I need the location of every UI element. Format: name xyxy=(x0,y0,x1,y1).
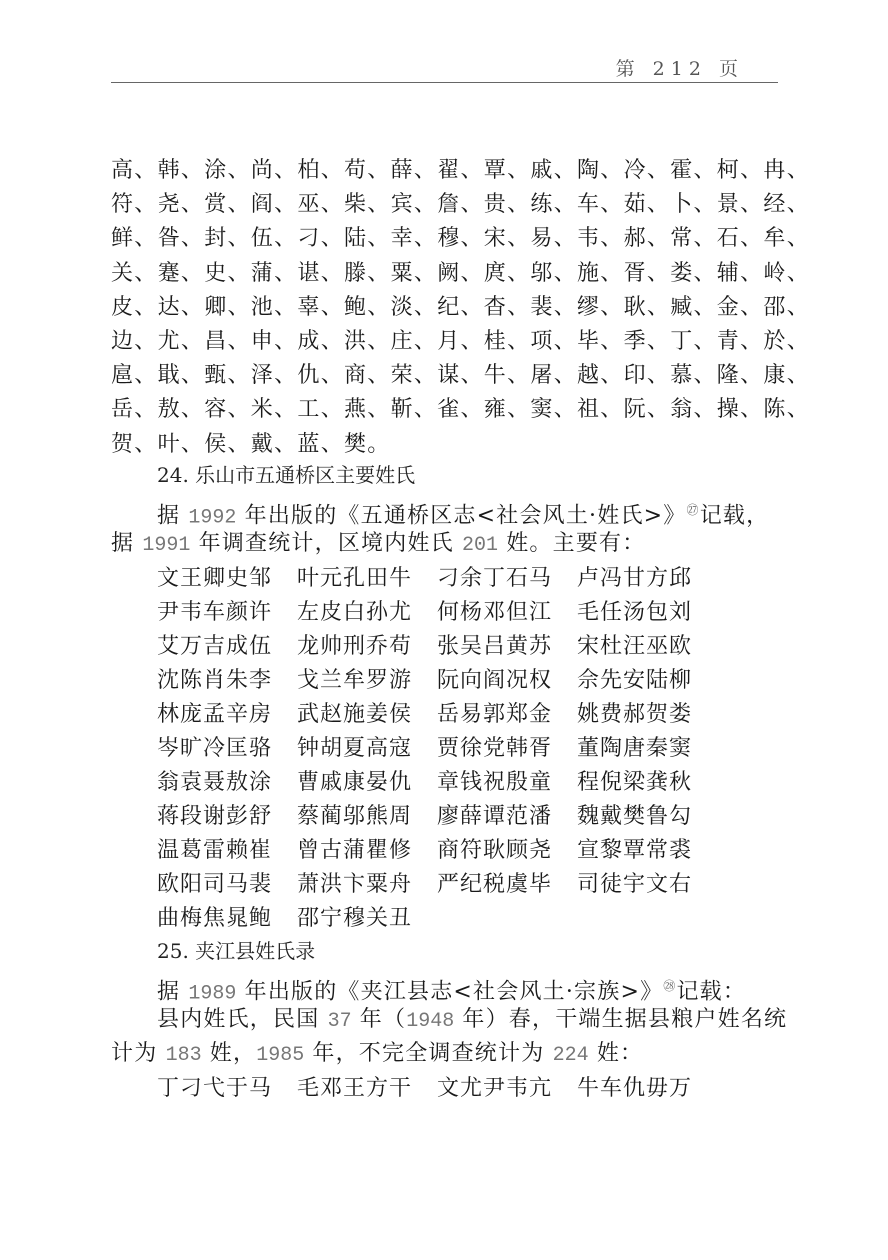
grid-row xyxy=(157,596,778,630)
grid-cell: 毛邓王方干 xyxy=(297,1076,413,1101)
grid-cell: 文王卿史邹 xyxy=(157,566,273,591)
grid-cell: 岳易郭郑金 xyxy=(437,702,553,727)
grid-cell: 戈兰牟罗游 xyxy=(297,668,413,693)
text: 年（ xyxy=(351,1007,407,1032)
text: 据 xyxy=(157,979,189,1005)
grid-row xyxy=(157,834,778,868)
grid-cell: 艾万吉成伍 xyxy=(157,634,273,659)
grid-row xyxy=(157,868,778,902)
section-25-line-3 xyxy=(111,1038,643,1072)
text-line: 扈、戢、甄、泽、仇、商、荣、谋、牛、屠、越、印、慕、隆、康、 xyxy=(111,363,811,389)
surname-paragraph xyxy=(111,154,811,462)
section-25-heading: 25. 夹江县姓氏录 xyxy=(157,939,316,963)
grid-row xyxy=(157,800,778,834)
grid-row xyxy=(157,698,778,732)
text: 记载， xyxy=(699,503,770,529)
grid-cell: 萧洪卞粟舟 xyxy=(297,872,413,897)
count: 224 xyxy=(552,1044,589,1067)
grid-cell: 姚费郝贺娄 xyxy=(577,702,693,727)
grid-cell: 严纪税虞毕 xyxy=(437,872,553,897)
grid-cell: 邵宁穆关丑 xyxy=(297,906,413,931)
text: 年出版的《夹江县志<社会风土·宗族>》 xyxy=(236,979,664,1005)
grid-row xyxy=(157,902,778,936)
grid-cell: 卢冯甘方邱 xyxy=(577,566,693,591)
count: 201 xyxy=(462,534,499,557)
grid-cell: 蒋段谢彭舒 xyxy=(157,804,273,829)
grid-cell: 曾古蒲瞿修 xyxy=(297,838,413,863)
grid-cell: 贾徐党韩胥 xyxy=(437,736,553,761)
text: 计为 xyxy=(111,1041,166,1066)
section-24-surname-grid xyxy=(157,562,778,936)
grid-cell: 龙帅刑乔苟 xyxy=(297,634,413,659)
grid-row xyxy=(157,1072,778,1106)
grid-cell: 蔡蔺邬熊周 xyxy=(297,804,413,829)
text-line: 皮、达、卿、池、辜、鲍、淡、纪、杳、裴、缪、耿、臧、金、邵、 xyxy=(111,294,811,320)
grid-cell: 曹戚康晏仇 xyxy=(297,770,413,795)
grid-cell: 武赵施姜侯 xyxy=(297,702,413,727)
grid-cell: 佘先安陆柳 xyxy=(577,668,693,693)
year: 1991 xyxy=(142,534,191,557)
text: 年，不完全调查统计为 xyxy=(304,1041,553,1066)
grid-cell: 林庞孟辛房 xyxy=(157,702,273,727)
year: 37 xyxy=(327,1010,352,1033)
text: 姓。主要有： xyxy=(498,531,646,556)
grid-cell: 张吴吕黄苏 xyxy=(437,634,553,659)
grid-row xyxy=(157,630,778,664)
grid-cell: 商符耿顾尧 xyxy=(437,838,553,863)
text: 年出版的《五通桥区志<社会风土·姓氏>》 xyxy=(236,503,687,529)
grid-cell: 程倪梁龚秋 xyxy=(577,770,693,795)
footnote-marker: ㉘ xyxy=(663,979,677,993)
section-24-heading: 24. 乐山市五通桥区主要姓氏 xyxy=(157,463,416,487)
text-line: 岳、敖、容、米、工、燕、靳、雀、雍、窦、祖、阮、翁、操、陈、 xyxy=(111,397,811,423)
grid-cell: 章钱祝殷童 xyxy=(437,770,553,795)
grid-cell: 宋杜汪巫欧 xyxy=(577,634,693,659)
text: 据 xyxy=(111,531,143,556)
year: 1989 xyxy=(188,982,237,1006)
grid-cell: 魏戴樊鲁勾 xyxy=(577,804,693,829)
section-25-line-2 xyxy=(157,1004,787,1038)
grid-cell: 文尤尹韦亢 xyxy=(437,1076,553,1101)
text-line: 高、韩、涂、尚、柏、苟、薛、翟、覃、戚、陶、冷、霍、柯、冉、 xyxy=(111,158,811,183)
grid-cell: 刁余丁石马 xyxy=(437,566,553,591)
text-line: 边、尤、昌、申、成、洪、庄、月、桂、项、毕、季、丁、青、於、 xyxy=(111,329,811,355)
grid-cell: 董陶唐秦窦 xyxy=(577,736,693,761)
count: 183 xyxy=(165,1044,202,1067)
grid-cell: 阮向阎况权 xyxy=(437,668,553,693)
text: 县内姓氏，民国 xyxy=(157,1007,328,1032)
year: 1948 xyxy=(406,1010,455,1033)
year: 1985 xyxy=(256,1044,305,1067)
grid-cell: 尹韦车颜许 xyxy=(157,600,273,625)
grid-cell: 司徒宇文右 xyxy=(577,872,693,897)
grid-cell: 翁袁聂敖涂 xyxy=(157,770,273,795)
text: 据 xyxy=(157,503,189,529)
grid-cell: 何杨邓但江 xyxy=(437,600,553,625)
grid-row xyxy=(157,562,778,596)
year: 1992 xyxy=(188,506,237,530)
text: 姓， xyxy=(201,1041,257,1066)
grid-cell: 宣黎覃常裘 xyxy=(577,838,693,863)
text-line: 贺、叶、侯、戴、蓝、樊。 xyxy=(111,431,391,457)
grid-cell: 钟胡夏高寇 xyxy=(297,736,413,761)
grid-cell: 丁刁弋于马 xyxy=(157,1076,273,1101)
grid-cell: 叶元孔田牛 xyxy=(297,566,413,591)
text-line: 符、尧、赏、阎、巫、柴、宾、詹、贵、练、车、茹、卜、景、经、 xyxy=(111,192,811,218)
text: 姓： xyxy=(588,1041,644,1066)
footnote-marker: ㉗ xyxy=(686,503,700,517)
grid-cell: 左皮白孙尤 xyxy=(297,600,413,625)
grid-cell: 温葛雷赖崔 xyxy=(157,838,273,863)
grid-cell: 牛车仇毋万 xyxy=(577,1076,693,1101)
text: 年）春，干端生据县粮户姓名统 xyxy=(454,1007,788,1032)
text: 记载： xyxy=(676,979,747,1005)
section-25-surname-grid xyxy=(157,1072,778,1106)
text-line: 关、蹇、史、蒲、谌、滕、粟、阙、庹、邬、施、胥、娄、辅、岭、 xyxy=(111,260,811,286)
section-24-line-2 xyxy=(111,528,645,562)
grid-cell: 曲梅焦晁鲍 xyxy=(157,906,273,931)
grid-cell: 欧阳司马裴 xyxy=(157,872,273,897)
grid-row xyxy=(157,766,778,800)
text-line: 鲜、昝、封、伍、刁、陆、幸、穆、宋、易、韦、郝、常、石、牟、 xyxy=(111,226,811,252)
grid-row xyxy=(157,732,778,766)
grid-cell: 岑旷冷匡骆 xyxy=(157,736,273,761)
page-header xyxy=(111,50,778,83)
text: 年调查统计，区境内姓氏 xyxy=(190,531,463,556)
grid-cell: 毛任汤包刘 xyxy=(577,600,693,625)
grid-cell: 沈陈肖朱李 xyxy=(157,668,273,693)
page-number: 第 212 页 xyxy=(615,58,744,80)
grid-row xyxy=(157,664,778,698)
grid-cell: 廖薛谭范潘 xyxy=(437,804,553,829)
